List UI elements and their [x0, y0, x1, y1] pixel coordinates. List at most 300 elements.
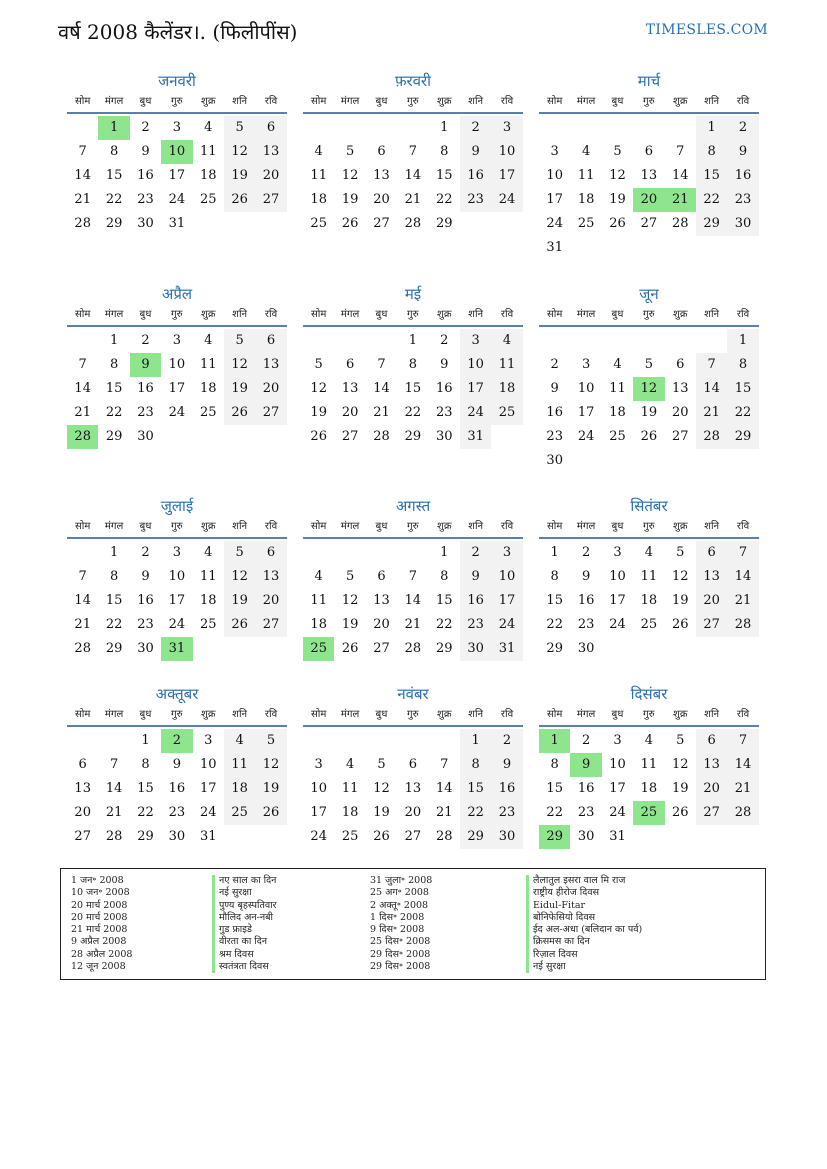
holiday-date: 1 जन॰ 2008	[71, 875, 124, 886]
day-cell: 28	[727, 801, 758, 825]
day-cell: 11	[310, 168, 327, 183]
weekday-label: मंगल	[340, 709, 360, 720]
day-cell: 15	[435, 168, 453, 183]
day-cell: 23	[168, 805, 186, 820]
day-cell: 18	[199, 381, 217, 396]
day-cell: 25	[609, 429, 626, 444]
day-cell: 18	[199, 593, 217, 608]
day-cell: 8	[550, 757, 559, 772]
day-cell: 13	[373, 168, 390, 183]
holiday-name: रिज़ाल दिवस	[526, 949, 642, 961]
day-cell: 25	[199, 617, 217, 632]
holiday-name: ईद अल-अधा (बलिदान का पर्व)	[526, 924, 642, 936]
weekday-label: रवि	[736, 521, 750, 532]
weekday-label: गुरु	[407, 521, 419, 532]
month-name: जुलाई	[160, 497, 194, 515]
day-cell: 27	[640, 216, 658, 231]
empty-cell	[665, 329, 696, 353]
day-cell: 14	[74, 168, 91, 183]
day-cell: 28	[435, 829, 453, 844]
day-cell: 13	[696, 753, 727, 777]
day-cell: 17	[310, 805, 327, 820]
day-cell: 30	[168, 829, 186, 844]
day-cell: 15	[404, 381, 422, 396]
weekday-label: शुक्र	[437, 709, 452, 720]
month-name: दिसंबर	[630, 685, 668, 703]
day-cell: 29	[460, 825, 491, 849]
day-cell: 13	[640, 168, 658, 183]
day-cell: 14	[105, 781, 123, 796]
weekday-label: बुध	[375, 521, 388, 532]
day-cell: 30	[577, 641, 595, 656]
day-cell: 21	[74, 192, 91, 207]
day-cell: 28	[727, 613, 758, 637]
day-cell: 27	[255, 613, 286, 637]
day-cell: 26	[373, 829, 390, 844]
day-cell: 7	[408, 569, 417, 584]
day-cell: 10	[609, 569, 626, 584]
holiday-dates-right	[370, 875, 432, 973]
day-cell: 1	[440, 545, 449, 560]
holiday-name: स्वतंत्रता दिवस	[212, 961, 277, 973]
weekday-label: शुक्र	[437, 309, 452, 320]
empty-cell	[539, 329, 570, 353]
day-cell: 17	[460, 377, 491, 401]
day-cell: 30	[460, 637, 491, 661]
day-cell: 22	[727, 401, 758, 425]
day-cell: 16	[546, 405, 563, 420]
day-cell: 29	[696, 212, 727, 236]
day-cell: 2	[491, 729, 522, 753]
day-cell: 4	[345, 757, 355, 772]
day-cell: 6	[78, 757, 87, 772]
empty-cell	[570, 116, 601, 140]
weekday-label: रवि	[500, 709, 514, 720]
weekday-label: गुरु	[407, 309, 419, 320]
day-cell: 29	[105, 429, 123, 444]
weekday-label: सोम	[311, 96, 327, 107]
day-cell: 2	[581, 545, 591, 560]
day-grid	[67, 541, 287, 661]
day-cell: 22	[105, 617, 123, 632]
day-cell: 15	[105, 168, 123, 183]
day-cell: 22	[105, 192, 123, 207]
day-cell: 26	[224, 613, 255, 637]
day-cell: 22	[137, 805, 154, 820]
weekday-label: सोम	[75, 709, 91, 720]
day-cell: 29	[435, 216, 453, 231]
day-cell: 27	[404, 829, 422, 844]
day-cell: 29	[105, 216, 123, 231]
day-cell: 20	[341, 405, 359, 420]
weekday-label: बुध	[611, 309, 624, 320]
day-cell: 12	[224, 353, 255, 377]
day-cell: 26	[310, 429, 327, 444]
day-cell: 26	[671, 617, 689, 632]
day-cell: 10	[199, 757, 217, 772]
weekday-label: शुक्र	[201, 96, 216, 107]
month-block	[67, 683, 287, 849]
weekday-header	[303, 705, 523, 727]
day-grid	[539, 729, 759, 849]
weekday-label: बुध	[611, 521, 624, 532]
day-cell: 22	[546, 805, 563, 820]
empty-cell	[67, 116, 98, 140]
day-cell: 24	[491, 188, 522, 212]
holiday-day-cell: 1	[98, 116, 129, 140]
weekday-label: शनि	[468, 96, 484, 107]
holiday-day-cell: 12	[633, 377, 664, 401]
day-cell: 19	[224, 589, 255, 613]
day-cell: 3	[460, 329, 491, 353]
holiday-day-cell: 29	[539, 825, 570, 849]
day-cell: 13	[404, 781, 422, 796]
day-cell: 17	[491, 589, 522, 613]
day-cell: 3	[204, 733, 213, 748]
weekday-label: गुरु	[643, 521, 655, 532]
day-cell: 12	[255, 753, 286, 777]
day-cell: 18	[640, 781, 658, 796]
day-cell: 20	[696, 589, 727, 613]
day-cell: 10	[577, 381, 595, 396]
day-cell: 30	[727, 212, 758, 236]
weekday-label: मंगल	[576, 96, 596, 107]
day-cell: 26	[671, 805, 689, 820]
day-cell: 29	[404, 429, 422, 444]
day-cell: 30	[137, 641, 154, 656]
holiday-name: बोनिफेसियो दिवस	[526, 912, 642, 924]
day-cell: 16	[577, 781, 595, 796]
weekday-label: सोम	[311, 709, 327, 720]
day-cell: 16	[460, 589, 491, 613]
day-cell: 15	[696, 164, 727, 188]
day-cell: 4	[644, 545, 653, 560]
empty-cell	[539, 116, 570, 140]
empty-cell	[334, 116, 365, 140]
day-cell: 14	[727, 753, 758, 777]
day-cell: 9	[172, 757, 181, 772]
holiday-day-cell: 31	[161, 637, 192, 661]
weekday-header	[303, 305, 523, 327]
day-cell: 21	[435, 805, 453, 820]
weekday-label: रवि	[736, 96, 750, 107]
day-cell: 5	[676, 545, 685, 560]
day-cell: 23	[727, 188, 758, 212]
holiday-day-cell: 21	[665, 188, 696, 212]
day-cell: 5	[345, 144, 355, 159]
day-cell: 12	[671, 757, 689, 772]
day-cell: 3	[172, 120, 181, 135]
holiday-date: 25 अग॰ 2008	[370, 887, 429, 899]
holiday-day-cell: 28	[67, 425, 98, 449]
day-cell: 8	[440, 569, 449, 584]
weekday-label: सोम	[547, 96, 563, 107]
day-cell: 23	[460, 613, 491, 637]
day-cell: 17	[609, 781, 626, 796]
month-name: मई	[404, 285, 422, 303]
holiday-day-cell: 2	[161, 729, 192, 753]
weekday-label: रवि	[500, 309, 514, 320]
day-cell: 1	[460, 729, 491, 753]
day-cell: 7	[727, 541, 758, 565]
day-cell: 28	[373, 429, 390, 444]
day-cell: 22	[460, 801, 491, 825]
day-cell: 21	[404, 617, 422, 632]
day-cell: 27	[341, 429, 359, 444]
weekday-header	[67, 305, 287, 327]
day-cell: 17	[168, 593, 186, 608]
day-cell: 23	[137, 617, 154, 632]
day-cell: 25	[640, 617, 658, 632]
day-cell: 30	[577, 829, 595, 844]
day-cell: 12	[341, 593, 359, 608]
day-cell: 29	[105, 641, 123, 656]
day-grid	[303, 329, 523, 449]
day-cell: 22	[435, 617, 453, 632]
day-cell: 25	[199, 405, 217, 420]
day-cell: 7	[78, 144, 87, 159]
day-cell: 22	[404, 405, 422, 420]
weekday-label: शनि	[232, 521, 248, 532]
day-cell: 12	[671, 569, 689, 584]
day-cell: 17	[577, 405, 595, 420]
empty-cell	[303, 729, 334, 753]
day-cell: 14	[696, 377, 727, 401]
weekday-label: बुध	[139, 521, 152, 532]
day-cell: 2	[141, 333, 150, 348]
day-cell: 14	[435, 781, 453, 796]
day-cell: 19	[671, 593, 689, 608]
day-cell: 10	[491, 140, 522, 164]
holiday-name: मौलिद अन-नबी	[212, 912, 277, 924]
day-cell: 23	[577, 805, 595, 820]
day-cell: 24	[310, 829, 327, 844]
weekday-label: रवि	[736, 709, 750, 720]
holiday-date: 21 मार्च 2008	[71, 924, 128, 936]
weekday-header	[539, 92, 759, 114]
day-cell: 16	[137, 593, 154, 608]
day-grid	[303, 116, 523, 236]
day-cell: 11	[224, 753, 255, 777]
holiday-name: श्रम दिवस	[212, 949, 277, 961]
weekday-label: मंगल	[104, 96, 124, 107]
site-link[interactable]: TIMESLES.COM	[645, 22, 768, 38]
day-cell: 12	[310, 381, 327, 396]
day-cell: 18	[199, 168, 217, 183]
weekday-label: गुरु	[407, 709, 419, 720]
day-cell: 1	[109, 333, 119, 348]
day-cell: 6	[408, 757, 417, 772]
day-cell: 7	[78, 569, 87, 584]
day-cell: 5	[314, 357, 323, 372]
weekday-label: रवि	[264, 709, 278, 720]
month-name: सितंबर	[630, 497, 668, 515]
day-cell: 20	[404, 805, 422, 820]
weekday-label: सोम	[547, 521, 563, 532]
month-name: जनवरी	[158, 72, 196, 90]
weekday-label: बुध	[139, 709, 152, 720]
day-cell: 22	[105, 405, 123, 420]
day-cell: 8	[408, 357, 417, 372]
month-name: नवंबर	[397, 685, 429, 703]
day-cell: 15	[137, 781, 154, 796]
holiday-date: 29 दिस॰ 2008	[370, 961, 431, 973]
day-cell: 2	[727, 116, 758, 140]
day-cell: 4	[314, 569, 323, 584]
empty-cell	[366, 729, 397, 753]
day-cell: 16	[435, 381, 453, 396]
holiday-date: 12 जून 2008	[71, 961, 126, 973]
weekday-label: बुध	[375, 96, 388, 107]
day-cell: 1	[109, 545, 119, 560]
weekday-label: मंगल	[576, 521, 596, 532]
day-cell: 24	[609, 805, 626, 820]
day-cell: 28	[404, 216, 422, 231]
holiday-name: नई सुरक्षा	[526, 961, 642, 973]
empty-cell	[602, 116, 633, 140]
day-cell: 28	[671, 216, 689, 231]
holiday-day-cell: 25	[633, 801, 664, 825]
day-cell: 10	[609, 757, 626, 772]
day-cell: 8	[141, 757, 150, 772]
holiday-names-right	[526, 875, 642, 973]
day-cell: 14	[404, 168, 422, 183]
day-cell: 19	[341, 617, 359, 632]
weekday-label: मंगल	[340, 521, 360, 532]
day-cell: 23	[546, 429, 563, 444]
weekday-label: रवि	[500, 96, 514, 107]
day-cell: 10	[491, 565, 522, 589]
day-cell: 25	[199, 192, 217, 207]
empty-cell	[366, 541, 397, 565]
day-cell: 18	[609, 405, 626, 420]
day-grid	[539, 541, 759, 661]
holiday-day-cell: 25	[303, 637, 334, 661]
month-block	[303, 70, 523, 236]
day-cell: 7	[408, 144, 417, 159]
day-cell: 15	[105, 381, 123, 396]
day-cell: 6	[377, 144, 386, 159]
holiday-date: 10 जन॰ 2008	[71, 887, 130, 899]
empty-cell	[303, 116, 334, 140]
day-cell: 21	[105, 805, 123, 820]
day-cell: 5	[255, 729, 286, 753]
day-cell: 23	[435, 405, 453, 420]
day-cell: 8	[109, 569, 119, 584]
holiday-day-cell: 9	[130, 353, 161, 377]
day-cell: 19	[224, 377, 255, 401]
day-cell: 12	[373, 781, 390, 796]
weekday-label: शुक्र	[673, 521, 688, 532]
day-cell: 8	[696, 140, 727, 164]
day-cell: 7	[696, 353, 727, 377]
day-cell: 17	[168, 381, 186, 396]
month-block	[303, 283, 523, 449]
day-cell: 20	[255, 377, 286, 401]
weekday-label: शुक्र	[437, 96, 452, 107]
weekday-header	[67, 517, 287, 539]
day-cell: 11	[609, 381, 626, 396]
holiday-date: 29 दिस॰ 2008	[370, 948, 431, 960]
weekday-label: रवि	[264, 521, 278, 532]
day-cell: 31	[546, 240, 563, 255]
month-block	[303, 683, 523, 849]
day-cell: 1	[550, 545, 559, 560]
empty-cell	[429, 729, 460, 753]
day-cell: 6	[676, 357, 685, 372]
day-cell: 17	[199, 781, 217, 796]
day-cell: 21	[727, 777, 758, 801]
day-cell: 4	[204, 120, 213, 135]
day-cell: 31	[460, 425, 491, 449]
day-cell: 12	[609, 168, 626, 183]
day-cell: 13	[696, 565, 727, 589]
empty-cell	[67, 729, 98, 753]
day-cell: 30	[546, 453, 563, 468]
holiday-date: 2 अक्तू॰ 2008	[370, 899, 429, 911]
day-cell: 11	[341, 781, 359, 796]
day-cell: 24	[460, 401, 491, 425]
day-cell: 15	[435, 593, 453, 608]
day-cell: 1	[696, 116, 727, 140]
day-cell: 27	[696, 801, 727, 825]
weekday-label: शनि	[468, 709, 484, 720]
day-cell: 4	[204, 545, 213, 560]
day-cell: 8	[727, 353, 758, 377]
day-cell: 12	[224, 140, 255, 164]
month-block	[67, 495, 287, 661]
empty-cell	[334, 329, 365, 353]
day-cell: 9	[491, 753, 522, 777]
holiday-name: वीरता का दिन	[212, 936, 277, 948]
day-cell: 10	[310, 781, 327, 796]
day-cell: 5	[345, 569, 355, 584]
month-name: फ़रवरी	[394, 72, 432, 90]
day-cell: 4	[314, 144, 323, 159]
day-cell: 6	[255, 541, 286, 565]
day-cell: 2	[460, 116, 491, 140]
month-name: अप्रैल	[161, 285, 193, 303]
weekday-label: शुक्र	[201, 709, 216, 720]
day-cell: 2	[550, 357, 559, 372]
day-cell: 1	[408, 333, 417, 348]
weekday-label: गुरु	[643, 96, 655, 107]
day-cell: 14	[74, 381, 91, 396]
day-cell: 22	[546, 617, 563, 632]
day-cell: 21	[74, 617, 91, 632]
day-cell: 6	[644, 144, 653, 159]
day-cell: 13	[255, 140, 286, 164]
weekday-label: बुध	[139, 309, 152, 320]
day-cell: 9	[440, 357, 449, 372]
day-cell: 22	[435, 192, 453, 207]
holiday-day-cell: 20	[633, 188, 664, 212]
day-cell: 26	[640, 429, 658, 444]
day-cell: 18	[310, 617, 327, 632]
day-cell: 5	[377, 757, 386, 772]
empty-cell	[334, 541, 365, 565]
day-cell: 4	[581, 144, 591, 159]
day-cell: 23	[577, 617, 595, 632]
day-cell: 5	[224, 329, 255, 353]
day-cell: 11	[199, 357, 217, 372]
day-cell: 12	[224, 565, 255, 589]
day-cell: 21	[404, 192, 422, 207]
day-cell: 16	[137, 381, 154, 396]
weekday-header	[303, 92, 523, 114]
weekday-label: मंगल	[576, 709, 596, 720]
day-cell: 16	[577, 593, 595, 608]
